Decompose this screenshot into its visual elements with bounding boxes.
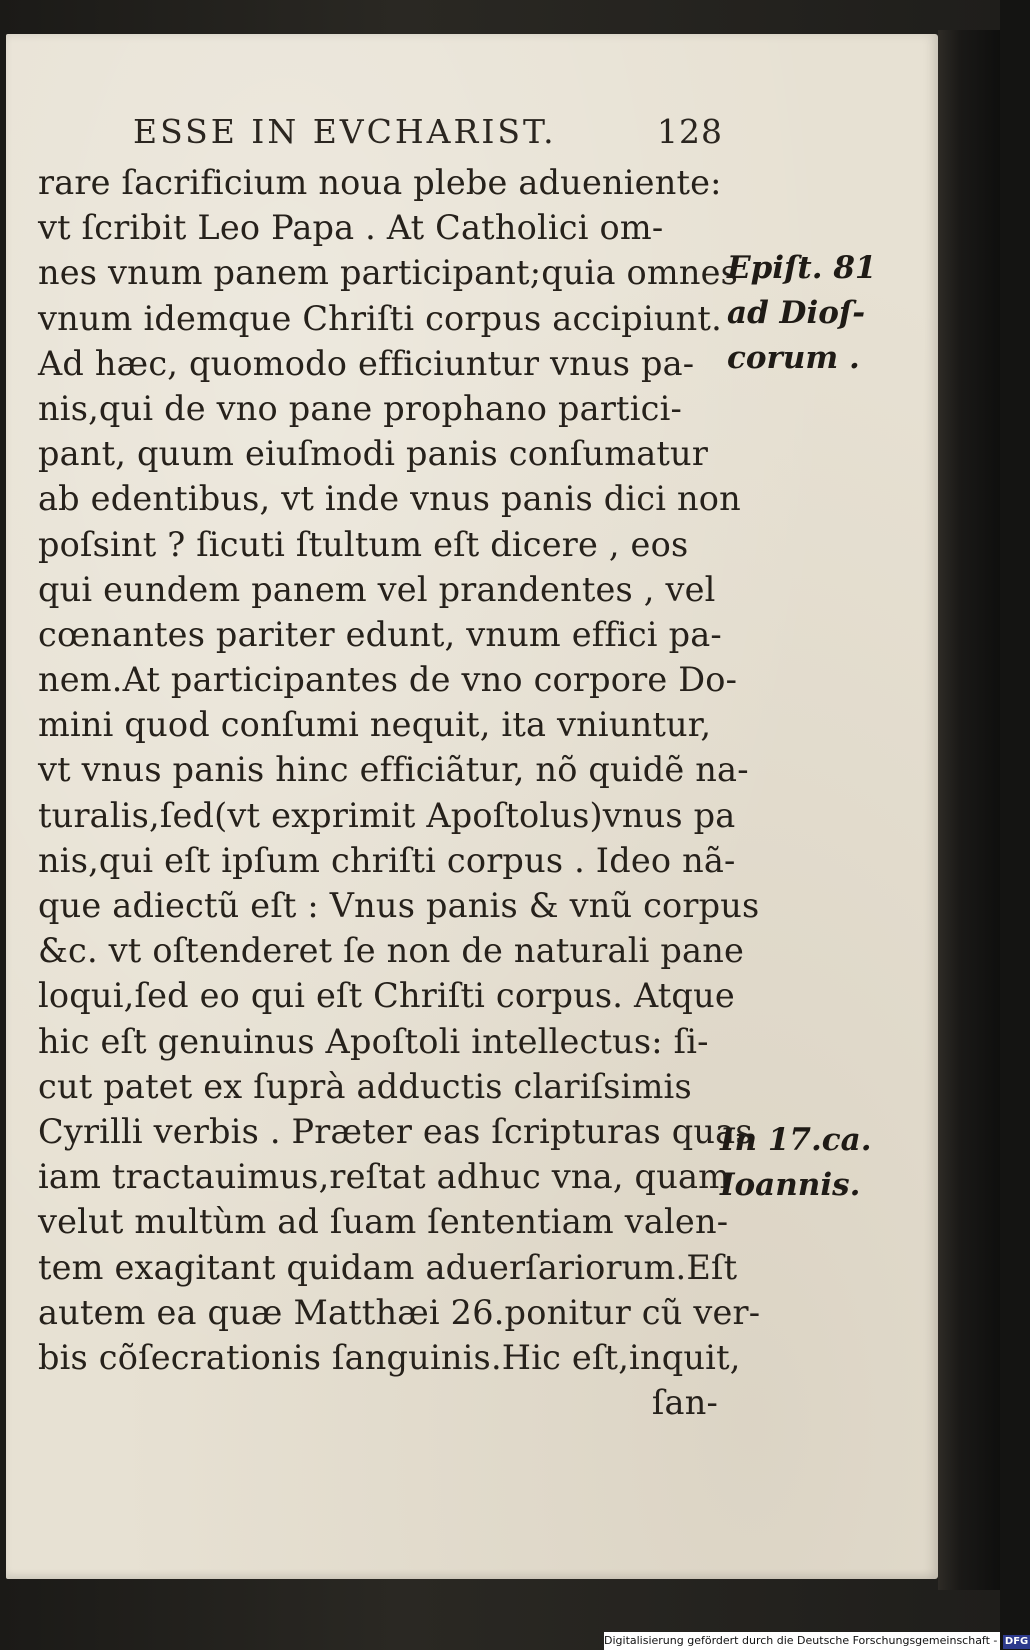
text-line: nes vnum panem participant;quia omnes	[38, 253, 739, 293]
text-line: &c. vt oſtenderet ſe non de naturali pane	[38, 931, 744, 971]
text-line: tem exagitant quidam aduerſariorum.Eſt	[38, 1247, 738, 1287]
digitization-footer	[604, 1632, 1029, 1650]
text-line: nis,qui de vno pane prophano partici-	[38, 388, 683, 428]
text-line: turalis,ſed(vt exprimit Apoſtolus)vnus pa	[38, 795, 736, 835]
catchword: ſan-	[651, 1383, 718, 1423]
text-line: Cyrilli verbis . Præter eas ſcripturas quas	[38, 1111, 753, 1151]
text-line: que adiectũ eſt : Vnus panis & vnũ corpus	[38, 886, 760, 925]
text-line: bis cõſecrationis ſanguinis.Hic eſt,inquit,	[38, 1337, 741, 1377]
text-line: vt vnus panis hinc efficiãtur, nõ quidẽ na-	[38, 750, 749, 790]
text-line: qui eundem panem vel prandentes , vel	[38, 569, 716, 609]
running-header	[133, 112, 723, 152]
text-line: poſsint ? ſicuti ſtultum eſt dicere , eos	[38, 524, 689, 564]
margin-note-line: Ioannis.	[720, 1167, 861, 1203]
text-line: nem.At participantes de vno corpore Do-	[38, 660, 738, 700]
text-line: hic eſt genuinus Apoſtoli intellectus: ſi-	[38, 1021, 709, 1061]
body-text	[38, 160, 761, 1425]
text-line: velut multùm ad ſuam ſententiam valen-	[38, 1202, 729, 1242]
margin-note-line: Epiſt. 81	[727, 250, 877, 286]
margin-note-epistle	[727, 246, 876, 381]
margin-note-john	[720, 1118, 872, 1208]
margin-note-line: In 17.ca.	[720, 1122, 872, 1158]
text-line: cut patet ex ſuprà adductis clariſsimis	[38, 1066, 692, 1106]
text-line: Ad hæc, quomodo efficiuntur vnus pa-	[38, 343, 695, 383]
running-title: ESSE IN EVCHARIST.	[133, 112, 557, 151]
text-line: rare ſacrificium noua plebe adueniente:	[38, 163, 722, 202]
text-line: iam tractauimus,reſtat adhuc vna, quam	[38, 1157, 731, 1197]
text-line: vnum idemque Chriſti corpus accipiunt.	[38, 298, 722, 338]
dfg-logo: DFG	[1004, 1636, 1029, 1647]
text-line: cœnantes pariter edunt, vnum effici pa-	[38, 614, 722, 654]
text-line: autem ea quæ Matthæi 26.ponitur cũ ver-	[38, 1292, 761, 1332]
text-line: vt ſcribit Leo Papa . At Catholici om-	[38, 208, 664, 248]
margin-note-line: ad Dioſ-	[727, 295, 866, 331]
text-line: nis,qui eſt ipſum chriſti corpus . Ideo nã-	[38, 840, 736, 880]
page-number: 128	[657, 112, 723, 151]
book-edge	[938, 30, 1000, 1590]
footer-text: Digitalisierung gefördert durch die Deutsche Forschungsgemeinschaft -	[604, 1634, 998, 1647]
margin-note-line: corum .	[727, 340, 860, 376]
text-line: pant, quum eiuſmodi panis conſumatur	[38, 434, 709, 474]
text-line: ab edentibus, vt inde vnus panis dici non	[38, 479, 741, 519]
text-line: mini quod conſumi nequit, ita vniuntur,	[38, 705, 712, 745]
text-line: loqui,ſed eo qui eſt Chriſti corpus. Atque	[38, 976, 735, 1016]
